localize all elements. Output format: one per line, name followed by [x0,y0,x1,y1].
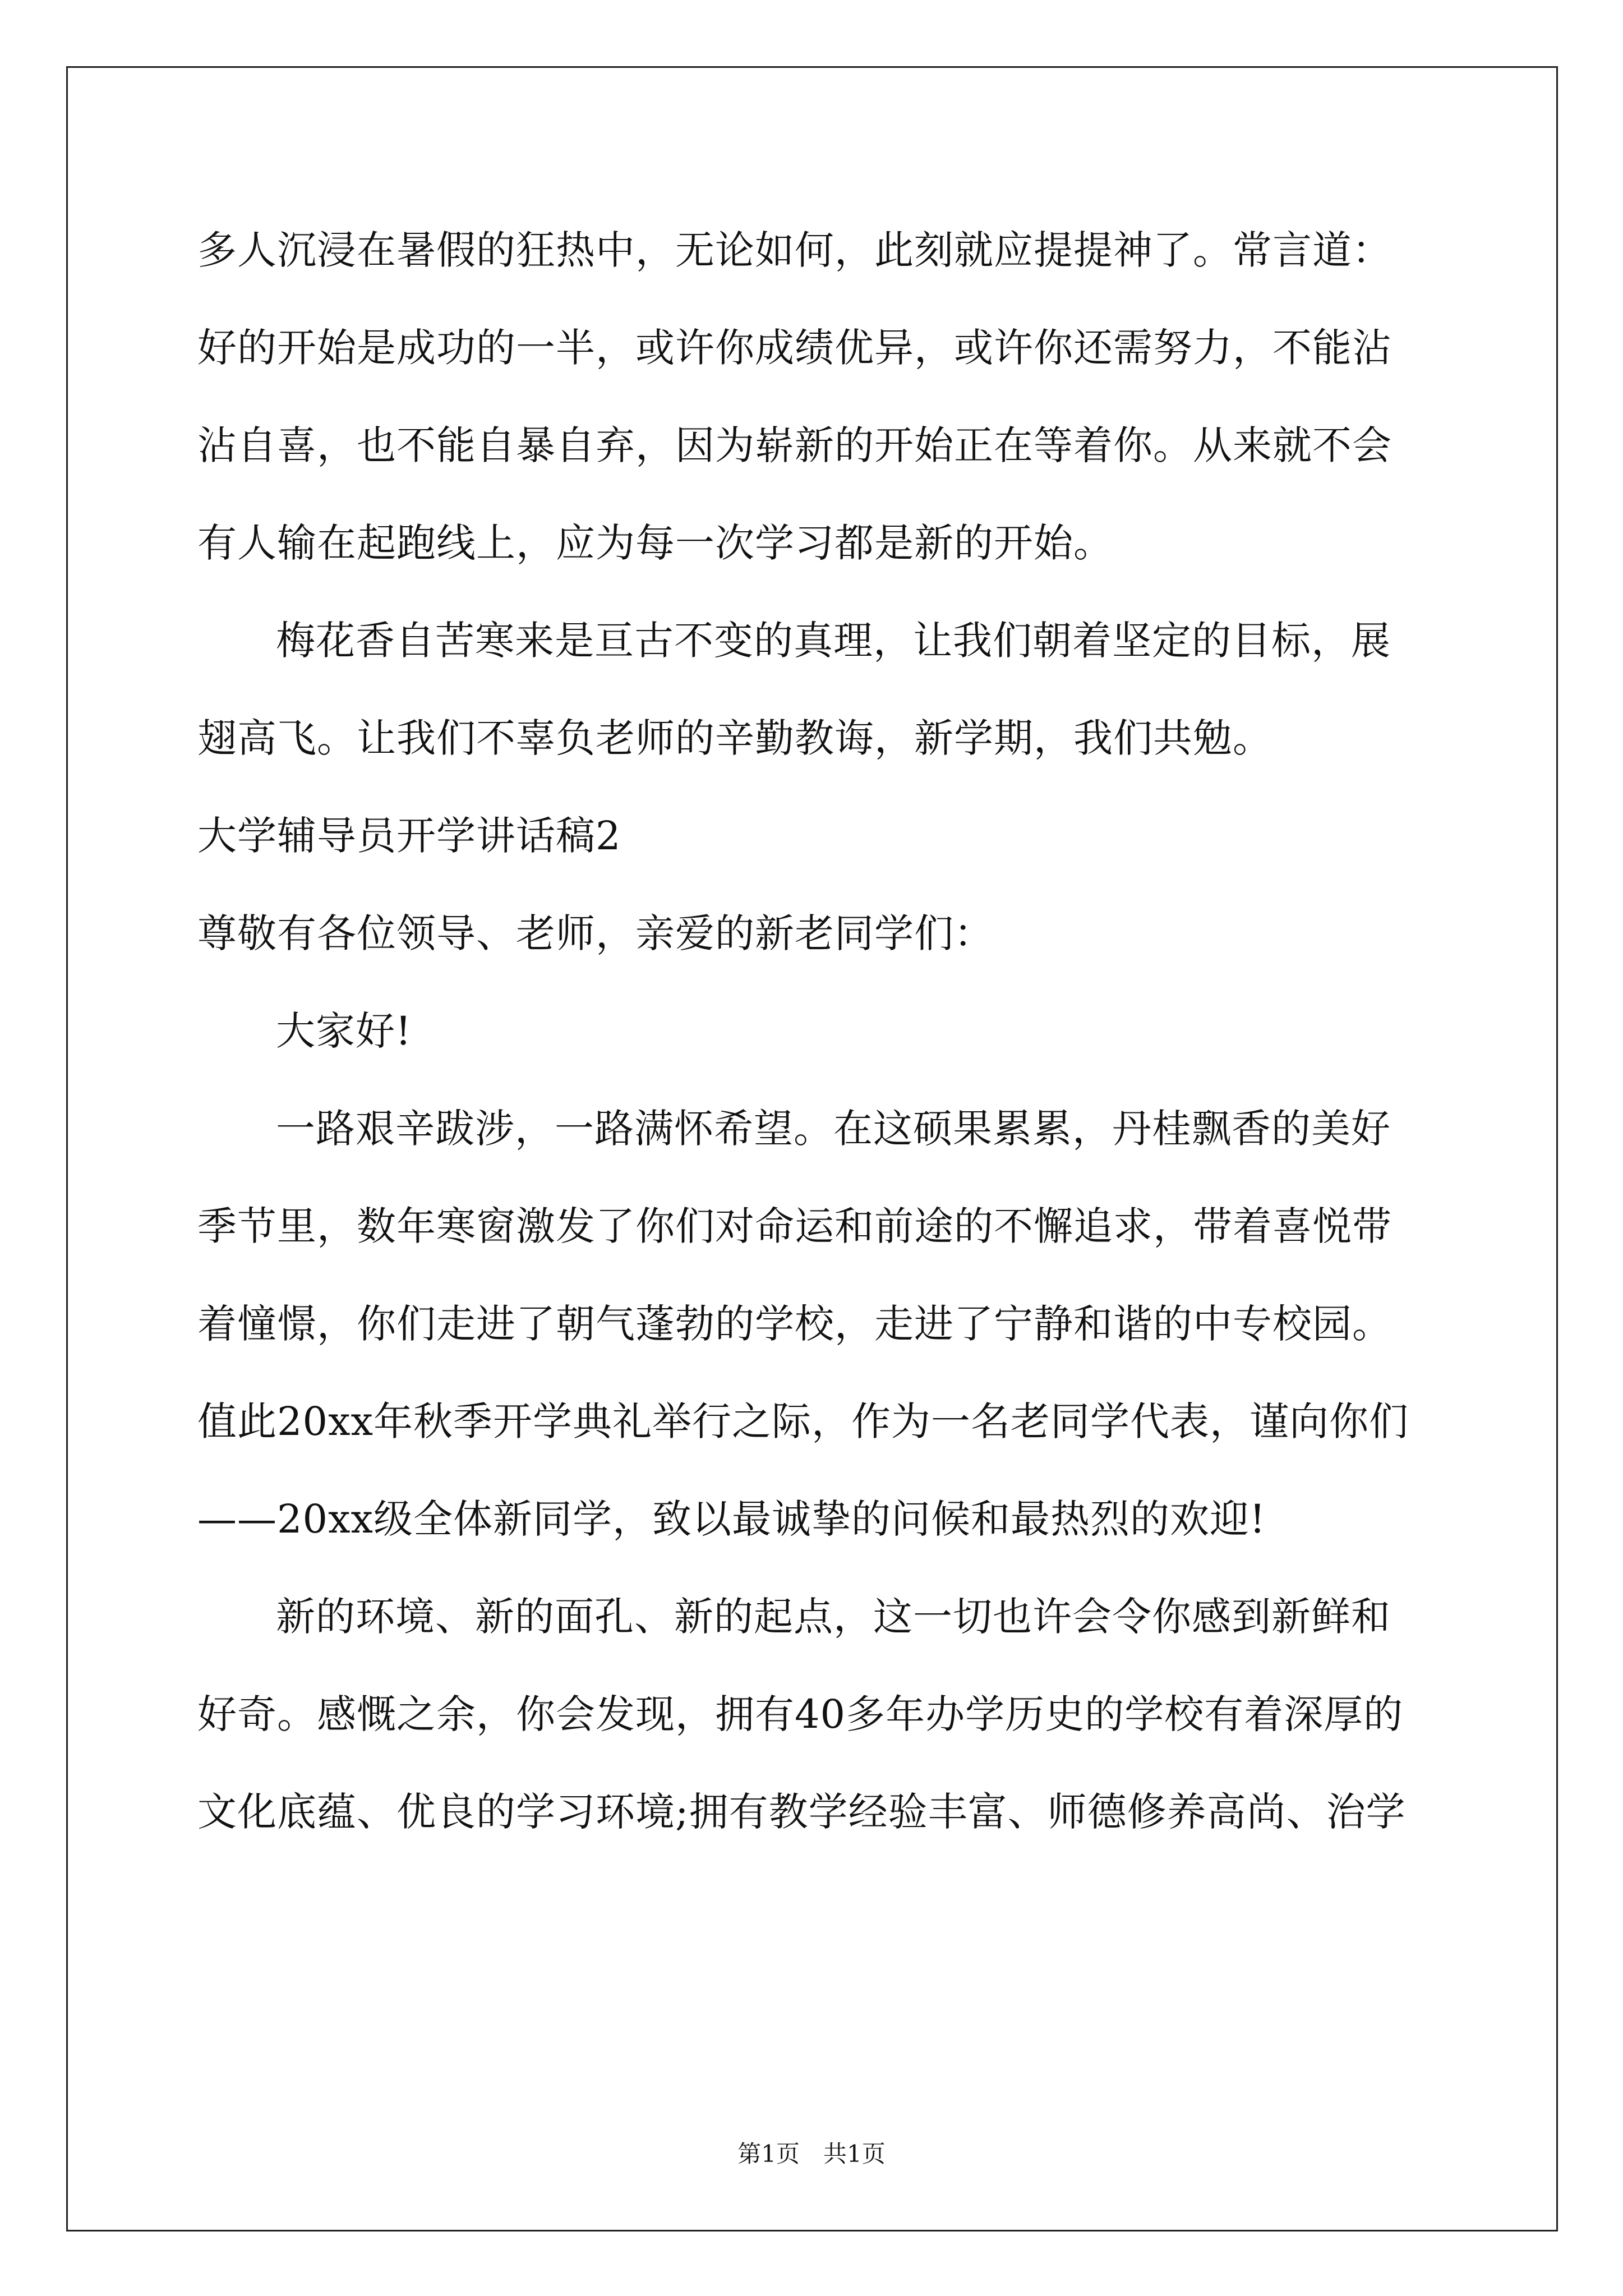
text-line: 沾自喜，也不能自暴自弃，因为崭新的开始正在等着你。从来就不会 [197,422,1392,468]
text-line: 有人输在起跑线上，应为每一次学习都是新的开始。 [197,520,1113,566]
text-line: 着憧憬，你们走进了朝气蓬勃的学校，走进了宁静和谐的中专校园。 [197,1301,1392,1347]
page-footer: 第1页 共1页 [737,2140,886,2168]
text-line: 好的开始是成功的一半，或许你成绩优异，或许你还需努力，不能沾 [197,325,1392,371]
text-line: 新的环境、新的面孔、新的起点，这一切也许会令你感到新鲜和 [276,1594,1391,1640]
text-line: 好奇。感慨之余，你会发现，拥有40多年办学历史的学校有着深厚的 [197,1691,1404,1737]
salutation: 尊敬有各位领导、老师，亲爱的新老同学们： [197,910,994,956]
text-line: 多人沉浸在暑假的狂热中，无论如何，此刻就应提提神了。常言道： [197,227,1392,273]
text-line: 一路艰辛跋涉，一路满怀希望。在这硕果累累，丹桂飘香的美好 [276,1106,1391,1152]
text-line: 值此20xx年秋季开学典礼举行之际，作为一名老同学代表，谨向你们 [197,1398,1409,1444]
document-body [197,223,1437,1883]
text-line: ——20xx级全体新同学，致以最诚挚的问候和最热烈的欢迎! [197,1496,1266,1542]
text-line: 季节里，数年寒窗激发了你们对命运和前途的不懈追求，带着喜悦带 [197,1203,1392,1249]
text-line: 翅高飞。让我们不辜负老师的辛勤教诲，新学期，我们共勉。 [197,715,1272,761]
greeting: 大家好! [276,1008,412,1054]
text-line: 文化底蕴、优良的学习环境;拥有教学经验丰富、师德修养高尚、治学 [197,1789,1406,1835]
section-heading: 大学辅导员开学讲话稿2 [197,813,621,859]
text-line: 梅花香自苦寒来是亘古不变的真理，让我们朝着坚定的目标，展 [276,618,1391,664]
